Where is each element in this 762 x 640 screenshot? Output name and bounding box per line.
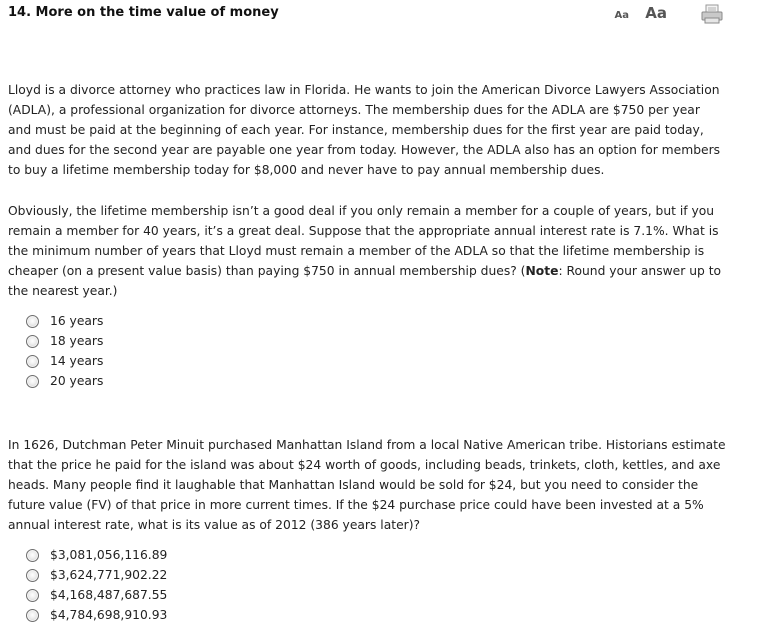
note-label: Note [525, 264, 559, 278]
option-label: $4,784,698,910.93 [50, 608, 168, 622]
increase-text-size-button[interactable]: Aa [645, 4, 667, 22]
answer-option[interactable] [25, 585, 167, 605]
radio-button-icon[interactable] [26, 375, 39, 388]
text-tools [583, 4, 723, 24]
question-1-options [25, 311, 103, 391]
question-header [8, 4, 748, 24]
answer-option[interactable] [25, 371, 103, 391]
option-label: 18 years [50, 334, 104, 348]
note-text: : Round your answer up to the nearest year.) [8, 264, 722, 298]
option-label: 16 years [50, 314, 104, 328]
question-2-text: In 1626, Dutchman Peter Minuit purchased Manhattan Island from a local Native American tribe. Historians estimate that the price he paid for the island was about $24 worth of goods, including beads, trinkets, cloth, kettles, and axe heads. Many people find it laughable that Manhattan Island would be sold for $24, but you need to consider the future value (FV) of that price in more current times. If the $24 purchase price could have been invested at a 5% annual interest rate, what is its value as of 2012 (386 years later)? [8, 438, 726, 532]
question-1-body: Obviously, the lifetime membership isn’t a good deal if you only remain a member for a couple of years, but if you remain a member for 40 years, it’s a great deal. Suppose that the appropriate annual interest rate is 7.1%. What is the minimum number of years that Lloyd must remain a member of the ADLA so that the lifetime membership is cheaper (on a present value basis) than paying $750 in annual membership dues? ( [8, 204, 719, 278]
option-label: $3,624,771,902.22 [50, 568, 168, 582]
option-label: 14 years [50, 354, 104, 368]
answer-option[interactable] [25, 351, 103, 371]
answer-option[interactable] [25, 565, 167, 585]
question-1-intro: Lloyd is a divorce attorney who practices law in Florida. He wants to join the American Divorce Lawyers Association (ADLA), a professional organization for divorce attorneys. The membership dues for the ADLA are $750 per year and must be paid at the beginning of each year. For instance, membership dues for the first year are paid today, and dues for the second year are payable one year from today. However, the ADLA also has an option for members to buy a lifetime membership today for $8,000 and never have to pay annual membership dues. [8, 83, 721, 177]
option-label: $3,081,056,116.89 [50, 548, 168, 562]
question-1-text [8, 201, 726, 301]
answer-option[interactable] [25, 605, 167, 625]
decrease-text-size-button[interactable]: Aa [614, 10, 629, 21]
option-label: 20 years [50, 374, 104, 388]
radio-button-icon[interactable] [26, 609, 39, 622]
answer-option[interactable] [25, 311, 103, 331]
radio-button-icon[interactable] [26, 549, 39, 562]
question-2-options [25, 545, 167, 625]
question-title: 14. More on the time value of money [8, 5, 279, 20]
radio-button-icon[interactable] [26, 569, 39, 582]
printer-icon[interactable] [701, 4, 723, 24]
radio-button-icon[interactable] [26, 589, 39, 602]
answer-option[interactable] [25, 545, 167, 565]
option-label: $4,168,487,687.55 [50, 588, 168, 602]
radio-button-icon[interactable] [26, 355, 39, 368]
answer-option[interactable] [25, 331, 103, 351]
radio-button-icon[interactable] [26, 315, 39, 328]
radio-button-icon[interactable] [26, 335, 39, 348]
